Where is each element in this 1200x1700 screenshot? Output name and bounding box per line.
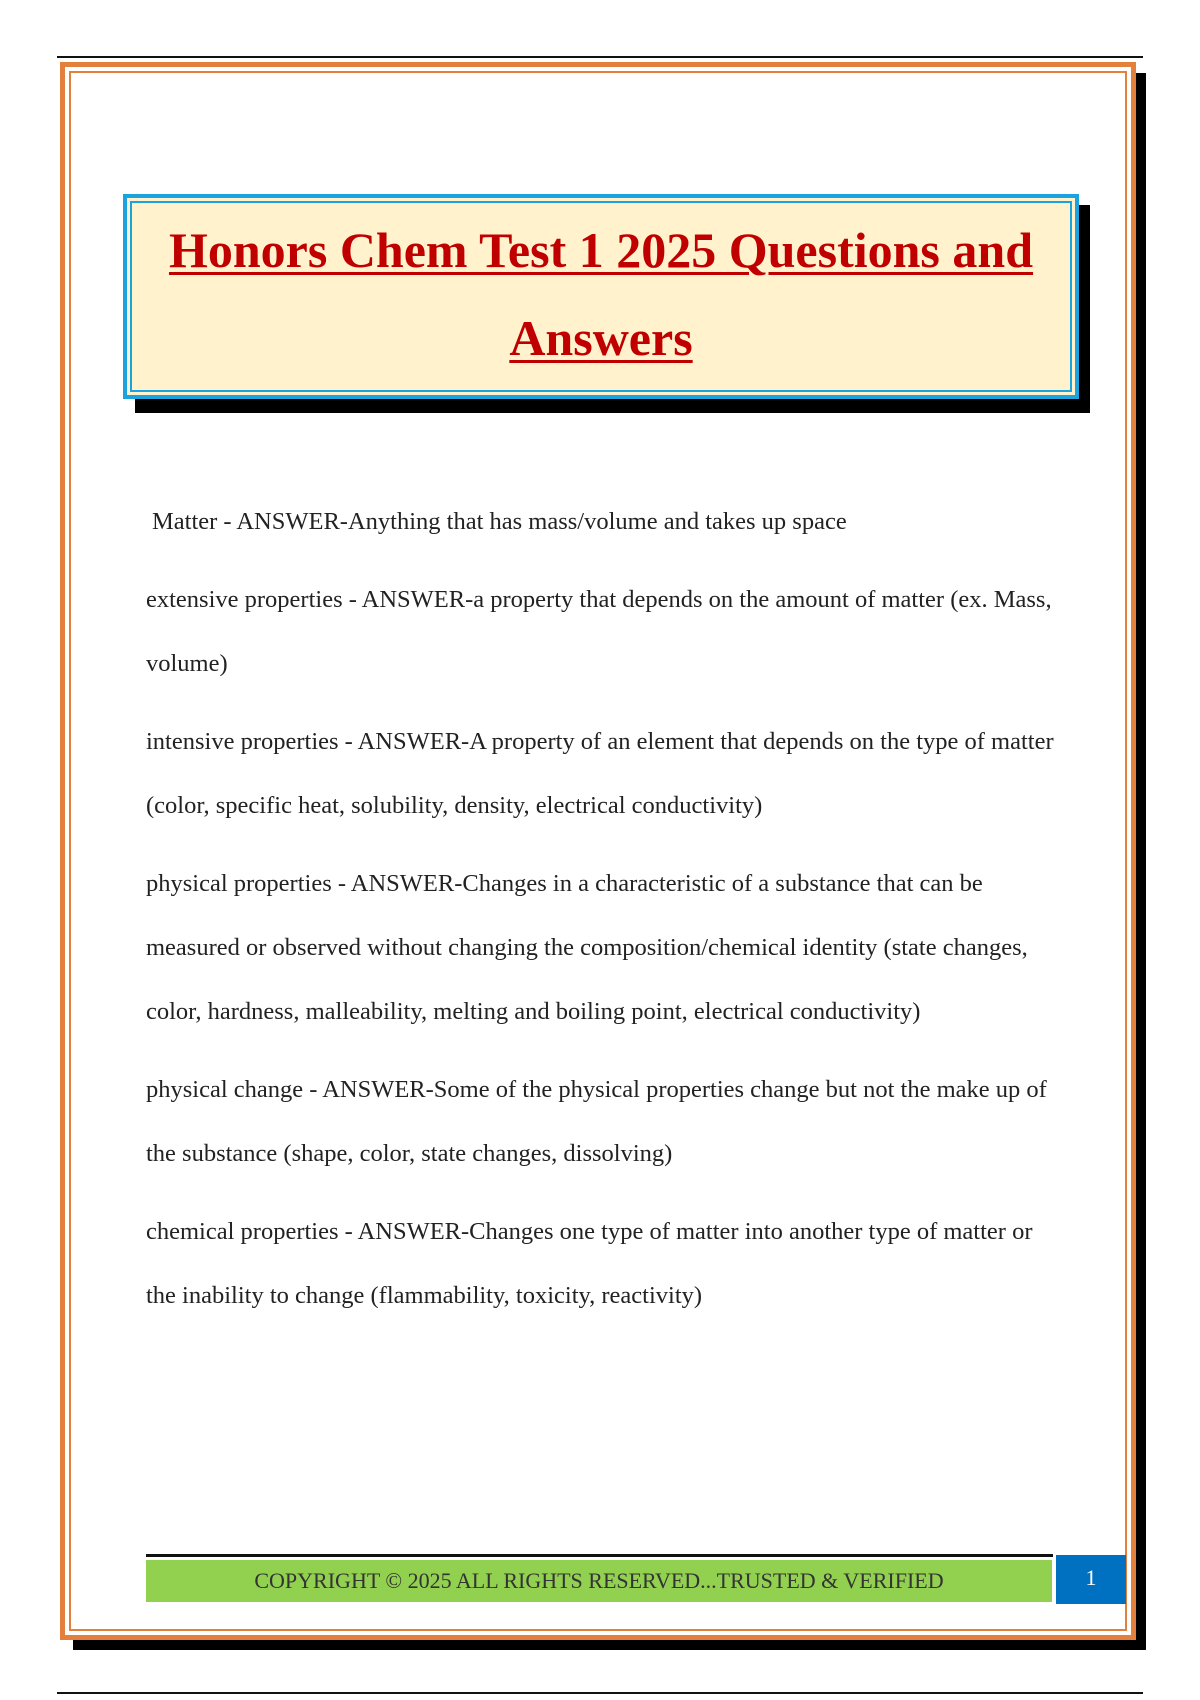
qa-entry-extensive-properties: extensive properties - ANSWER-a property that depends on the amount of matter (ex. Mass, volume)	[146, 586, 1052, 677]
footer-copyright: COPYRIGHT © 2025 ALL RIGHTS RESERVED...TRUSTED & VERIFIED	[146, 1560, 1052, 1602]
top-rule	[57, 56, 1143, 58]
bottom-rule	[57, 1692, 1143, 1694]
document-title: Honors Chem Test 1 2025 Questions and Answers	[168, 222, 1034, 366]
qa-entry-intensive-properties: intensive properties - ANSWER-A property of an element that depends on the type of matter (color, specific heat, solubility, density, electrical conductivity)	[146, 728, 1054, 819]
title-box	[123, 194, 1079, 399]
qa-list	[146, 490, 1061, 1342]
qa-entry-physical-change: physical change - ANSWER-Some of the physical properties change but not the make up of the substance (shape, color, state changes, dissolving)	[146, 1076, 1047, 1167]
qa-entry-matter: Matter - ANSWER-Anything that has mass/volume and takes up space	[152, 508, 847, 535]
qa-entry-physical-properties: physical properties - ANSWER-Changes in a characteristic of a substance that can be measured or observed without changing the composition/chemical identity (state changes, color, hardness, malleability, melting and boiling point, electrical conductivity)	[146, 870, 1028, 1025]
qa-entry-chemical-properties: chemical properties - ANSWER-Changes one type of matter into another type of matter or the inability to change (flammability, toxicity, reactivity)	[146, 1218, 1033, 1309]
page-number: 1	[1056, 1555, 1126, 1604]
footer-rule	[146, 1554, 1053, 1557]
